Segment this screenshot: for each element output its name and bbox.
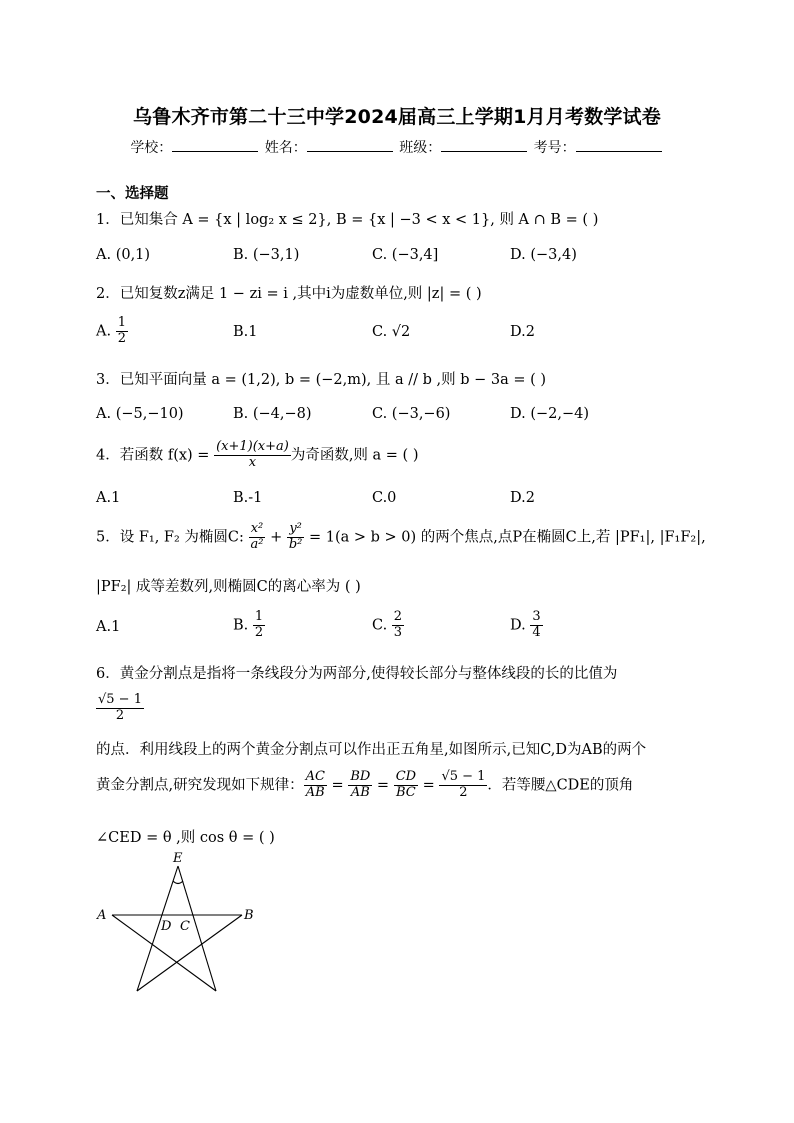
fraction-denominator: x [248,454,257,470]
q2-option-c: C. √2 [372,324,411,340]
q6-ratio-golden [439,770,487,801]
fraction-denominator: a² [250,536,264,552]
fraction-numerator: x² [249,522,266,538]
field-class-label: 班级： [399,140,442,156]
fraction-numerator: 1 [117,315,126,330]
golden-ratio-fraction [96,693,144,724]
q5-option-d [510,610,543,641]
q4-option-b: B.-1 [233,490,263,506]
fraction-numerator: 2 [393,609,403,624]
field-class-blank[interactable] [441,139,527,152]
q1-option-a: A. (0,1) [96,247,151,263]
q2-option-a-fraction [116,316,128,347]
question-2-stem: 2．已知复数z满足 1 − zi = i ,其中i为虚数单位,则 |z| = ( ) [96,286,482,302]
fraction-numerator: (x+1)(x+a) [216,439,289,454]
q2-option-a [96,316,128,347]
field-examno-blank[interactable] [576,139,662,152]
q5-option-c-label: C. [372,617,388,634]
q4-option-a: A.1 [96,490,121,506]
fraction-denominator: 2 [254,624,264,640]
fraction-denominator: 2 [117,330,126,346]
q1-option-c: C. (−3,4] [372,247,439,263]
q3-option-a: A. (−5,−10) [96,406,184,422]
q6-text-vertex: ．若等腰△CDE的顶角 [487,777,634,794]
fraction-denominator: 4 [532,624,541,640]
q5-option-a: A.1 [96,619,121,635]
q4-suffix: 为奇函数,则 a = ( ) [290,447,419,464]
fraction-denominator: BC [396,784,416,800]
q5-text-a: 5．设 F₁, F₂ 为椭圆C: [96,529,249,546]
q5-fraction-x [249,522,266,553]
q1-option-b: B. (−3,1) [233,247,300,263]
question-6-line-2: 的点．利用线段上的两个黄金分割点可以作出正五角星,如图所示,已知C,D为AB的两个 [96,742,647,758]
label-a: A [97,908,107,923]
q6-ratio-ac-ab [304,770,327,801]
fraction-numerator: AC [305,769,325,784]
q4-option-d: D.2 [510,490,535,506]
field-name-label: 姓名： [264,140,307,156]
q5-option-c-fraction [392,610,404,641]
label-d: D [161,919,172,934]
question-5-line-1 [96,522,706,553]
question-6-line-3: 黄金分割点,研究发现如下规律： $\frac{AC}{AB}$ = $\frac{BD}{AB}$ = $\frac{CD}{BC}$ = $\frac{√5 - 1}{2}$ ．若等腰△CDE的顶角 [96,769,634,800]
fraction-numerator: BD [350,769,371,784]
section-heading: 一、选择题 [96,186,169,202]
q4-option-c: C.0 [372,490,397,506]
q3-option-d: D. (−2,−4) [510,406,589,422]
field-examno-label: 考号： [533,140,576,156]
fraction-numerator: √5 − 1 [441,769,486,784]
q2-option-d: D.2 [510,324,535,340]
q1-option-d: D. (−3,4) [510,247,577,263]
question-1-stem: 1．已知集合 A = {x | log₂ x ≤ 2}, B = {x | −3 < x < 1}, 则 A ∩ B = ( ) [96,212,599,228]
q5-option-b [233,610,265,641]
q2-option-a-label: A. [96,323,112,340]
question-4-stem [96,440,418,471]
question-6-line-1: 6．黄金分割点是指将一条线段分为两部分,使得较长部分与整体线段的长的比值为 [96,666,618,682]
fraction-numerator: y² [287,522,305,538]
q3-option-c: C. (−3,−6) [372,406,451,422]
fraction-denominator: AB [350,784,370,800]
fraction-numerator: √5 − 1 [98,692,142,707]
q3-option-b: B. (−4,−8) [233,406,312,422]
fraction-denominator: 2 [115,707,125,723]
exam-title: 乌鲁木齐市第二十三中学2024届高三上学期1月月考数学试卷 [133,106,661,128]
q6-ratio-cd-bc [394,770,418,801]
question-5-line-2: |PF₂| 成等差数列,则椭圆C的离心率为 ( ) [96,579,361,595]
fraction-numerator: 3 [532,609,541,624]
q5-option-b-fraction [253,610,265,641]
q5-fraction-y [287,522,305,553]
question-3-stem: 3．已知平面向量 a = (1,2), b = (−2,m), 且 a // b ,则 b − 3a = ( ) [96,372,547,388]
q6-text-rule: 黄金分割点,研究发现如下规律： [96,777,304,794]
star-edge-e-left [137,866,178,991]
fraction-denominator: b² [288,536,303,552]
q6-ratio-bd-ab [348,770,372,801]
q5-plus: + [265,529,287,546]
fraction-denominator: 2 [459,784,468,800]
fraction-numerator: 1 [254,609,264,624]
fraction-denominator: 3 [393,624,403,640]
q5-option-d-label: D. [510,617,526,634]
angle-arc-e [173,881,183,884]
pentagram-figure [94,850,264,1000]
fraction-denominator: AB [305,784,325,800]
q4-prefix: 4．若函数 f(x) = [96,447,215,464]
q5-option-c [372,610,404,641]
q4-fraction [214,440,291,471]
q5-text-b: = 1(a > b > 0) 的两个焦点,点P在椭圆C上,若 |PF₁|, |F₁F₂|, [304,529,706,546]
q5-option-b-label: B. [233,617,249,634]
label-c: C [180,919,190,934]
label-b: B [244,908,254,923]
field-name-blank[interactable] [307,139,393,152]
q5-option-d-fraction [530,610,542,641]
field-school-label: 学校： [130,140,173,156]
question-6-line-4: ∠CED = θ ,则 cos θ = ( ) [96,830,275,846]
label-e: E [173,851,183,866]
q2-option-b: B.1 [233,324,258,340]
field-school-blank[interactable] [172,139,258,152]
q6-golden-fraction [96,693,144,724]
student-info-line [0,137,794,157]
fraction-numerator: CD [395,769,417,784]
